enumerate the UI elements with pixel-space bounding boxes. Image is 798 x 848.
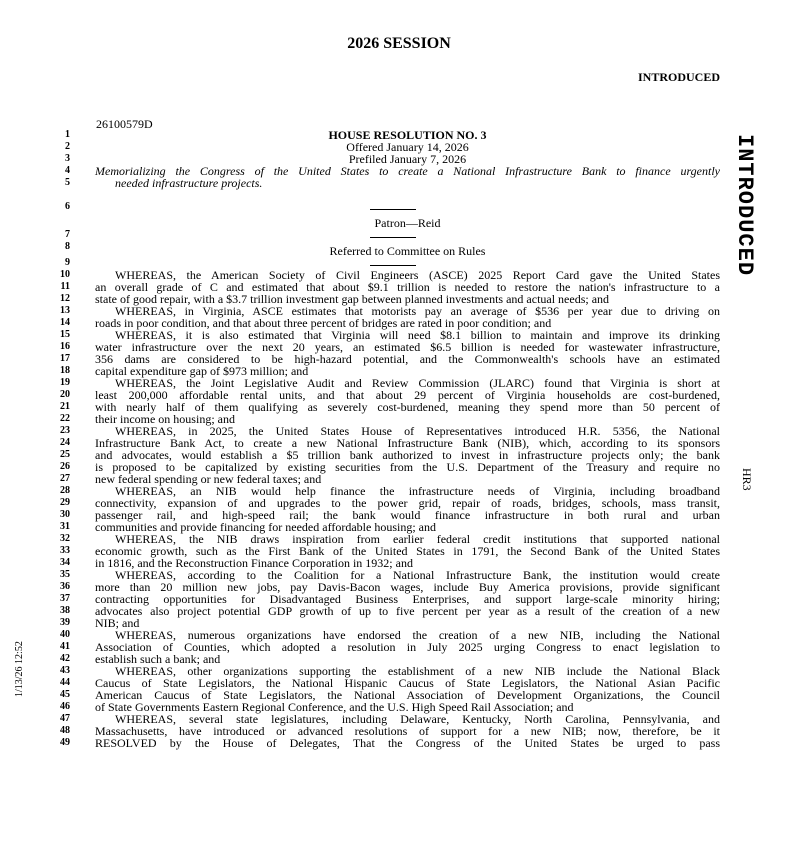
line-number: 32 (60, 533, 70, 544)
line-number: 28 (60, 485, 70, 496)
document-id: 26100579D (96, 117, 153, 131)
line-number: 38 (60, 605, 70, 616)
body-line: WHEREAS, several state legislatures, including Delaware, Kentucky, North Carolina, Pennsylvania, and (115, 712, 720, 726)
body-line: and advocates, would establish a $5 trillion bank authorized to invest in infrastructure projects only; the bank (95, 448, 720, 462)
line-number: 39 (60, 617, 70, 628)
session-heading: 2026 SESSION (347, 35, 451, 52)
line-number: 15 (60, 329, 70, 340)
body-line: new federal spending or new federal taxes; and (95, 472, 322, 486)
line-number: 42 (60, 653, 70, 664)
body-line: NIB; and (95, 616, 140, 630)
body-line: 356 dams are considered to be high-hazard potential, and the Commonwealth's schools have an estimated (95, 352, 720, 366)
line-number: 11 (60, 281, 70, 292)
status-heading: INTRODUCED (637, 70, 720, 84)
line-number: 35 (60, 569, 70, 580)
line-number: 24 (60, 437, 70, 448)
body-line: capital expenditure gap of $973 million; and (95, 364, 309, 378)
body-line: WHEREAS, the Joint Legislative Audit and Review Commission (JLARC) found that Virginia is short at (115, 376, 720, 390)
side-status-label (726, 130, 766, 345)
line-number: 49 (60, 737, 70, 748)
line-number: 26 (60, 461, 70, 472)
body-line: American Caucus of State Legislators, the National Association of Development Organizations, the Council (95, 688, 720, 702)
line-number: 48 (60, 725, 70, 736)
line-number: 23 (60, 425, 70, 436)
body-line: an overall grade of C and estimated that about $9.1 trillion is needed to restore the nation's infrastructure to a (95, 280, 720, 294)
line-number: 37 (60, 593, 70, 604)
line-number: 5 (65, 177, 70, 188)
divider-rule (370, 209, 416, 210)
body-line: WHEREAS, in Virginia, ASCE estimates that motorists pay an average of $536 per year due to driving on (115, 304, 720, 318)
body-line: more than 20 million new jobs, pay Davis-Bacon wages, include Buy America provisions, provide significant (95, 580, 720, 594)
line-number: 8 (65, 241, 70, 252)
line-number: 46 (60, 701, 70, 712)
body-line: WHEREAS, it is also estimated that Virginia will need $8.1 billion to maintain and improve its drinking (115, 328, 720, 342)
side-bill-number (740, 468, 760, 500)
body-line: is proposed to be capitalized by existing securities from the U.S. Department of the Treasury and require no (95, 460, 720, 474)
body-line: WHEREAS, an NIB would help finance the infrastructure needs of Virginia, including broadband (115, 484, 720, 498)
body-line: state of good repair, with a $3.7 trillion investment gap between planned investments and actual needs; and (95, 292, 610, 306)
line-number: 36 (60, 581, 70, 592)
line-number: 40 (60, 629, 70, 640)
body-line: communities and provide financing for needed affordable housing; and (95, 520, 437, 534)
body-line: in 1816, and the Reconstruction Finance Corporation in 1932; and (95, 556, 413, 570)
line-number: 10 (60, 269, 70, 280)
line-number: 43 (60, 665, 70, 676)
divider-rule (370, 265, 416, 266)
line-number: 31 (60, 521, 70, 532)
line-number: 16 (60, 341, 70, 352)
body-line: least 200,000 affordable rental units, and that about 29 percent of Virginia households are cost-burdened, (95, 388, 720, 402)
body-line: economic growth, such as the First Bank of the United States in 1791, the Second Bank of the United States (95, 544, 720, 558)
line-number: 21 (60, 401, 70, 412)
line-number: 41 (60, 641, 70, 652)
line-number: 22 (60, 413, 70, 424)
body-line: Massachusetts, have introduced or advanced resolutions of support for a new NIB; now, therefore, be it (95, 724, 720, 738)
body-line: their income on housing; and (95, 412, 235, 426)
body-line: connectivity, expansion of and upgrades to the power grid, repair of roads, bridges, schools, mass transit, (95, 496, 720, 510)
line-number: 2 (65, 141, 70, 152)
body-line: WHEREAS, other organizations supporting the establishment of a new NIB include the National Black (115, 664, 720, 678)
resolution-title: HOUSE RESOLUTION NO. 3 (328, 128, 487, 142)
body-line: passenger rail, and high-speed rail; the bank would finance infrastructure in both rural and urban (95, 508, 720, 522)
divider-rule (370, 237, 416, 238)
body-line: with nearly half of them qualifying as severely cost-burdened, meaning they spend more than 50 percent of (95, 400, 720, 414)
side-bill-number-text: HR3 (740, 468, 754, 491)
line-number: 7 (65, 229, 70, 240)
body-line: roads in poor condition, and that about three percent of bridges are rated in poor condition; and (95, 316, 552, 330)
side-timestamp-text: 1/13/26 12:52 (14, 641, 25, 697)
line-number: 1 (65, 129, 70, 140)
prefiled-date: Prefiled January 7, 2026 (348, 152, 467, 166)
body-line: Caucus of State Legislators, the National Hispanic Caucus of State Legislators, the National Asian Pacific (95, 676, 720, 690)
line-number: 6 (65, 201, 70, 212)
line-number: 19 (60, 377, 70, 388)
line-number: 30 (60, 509, 70, 520)
line-number: 4 (65, 165, 70, 176)
body-line: WHEREAS, according to the Coalition for a National Infrastructure Bank, the institution would create (115, 568, 720, 582)
body-line: WHEREAS, numerous organizations have endorsed the creation of a new NIB, including the National (115, 628, 720, 642)
purpose-line-1: Memorializing the Congress of the United States to create a National Infrastructure Bank to finance urgently (95, 164, 720, 178)
line-number: 25 (60, 449, 70, 460)
line-number: 3 (65, 153, 70, 164)
body-line: establish such a bank; and (95, 652, 221, 666)
line-number: 17 (60, 353, 70, 364)
purpose-line-2: needed infrastructure projects. (115, 176, 263, 190)
line-number: 33 (60, 545, 70, 556)
body-line: Association of Counties, which adopted a resolution in July 2025 urging Congress to enact legislation to (95, 640, 720, 654)
line-number: 27 (60, 473, 70, 484)
body-line: contracting opportunities for Disadvantaged Business Enterprises, and support large-scale minority hiring; (95, 592, 720, 606)
body-line: WHEREAS, the NIB draws inspiration from earlier federal credit institutions that supported national (115, 532, 720, 546)
line-number: 45 (60, 689, 70, 700)
line-number: 12 (60, 293, 70, 304)
line-number: 18 (60, 365, 70, 376)
body-line: advocates also project potential GDP growth of up to five percent per year as a result of the creation of a new (95, 604, 720, 618)
line-number: 13 (60, 305, 70, 316)
body-line: water infrastructure over the next 20 years, an estimated $6.5 billion is needed for wastewater infrastructure, (95, 340, 720, 354)
patron: Patron—Reid (374, 216, 441, 230)
offered-date: Offered January 14, 2026 (346, 140, 469, 154)
body-line: of State Governments Eastern Regional Conference, and the U.S. High Speed Rail Association; and (95, 700, 574, 714)
line-number: 47 (60, 713, 70, 724)
line-number: 34 (60, 557, 70, 568)
line-number: 29 (60, 497, 70, 508)
body-line: Infrastructure Bank Act, to create a new National Infrastructure Bank (NIB), which, according to its sponsors (95, 436, 720, 450)
line-number: 44 (60, 677, 70, 688)
line-number: 20 (60, 389, 70, 400)
body-line: WHEREAS, in 2025, the United States House of Representatives introduced H.R. 5356, the National (115, 424, 720, 438)
side-status-text: INTRODUCED (732, 134, 757, 277)
committee-referral: Referred to Committee on Rules (329, 244, 486, 258)
body-line: WHEREAS, the American Society of Civil Engineers (ASCE) 2025 Report Card gave the United States (115, 268, 720, 282)
line-number: 14 (60, 317, 70, 328)
line-number: 9 (65, 257, 70, 268)
body-line: RESOLVED by the House of Delegates, That the Congress of the United States be urged to pass (95, 736, 720, 750)
